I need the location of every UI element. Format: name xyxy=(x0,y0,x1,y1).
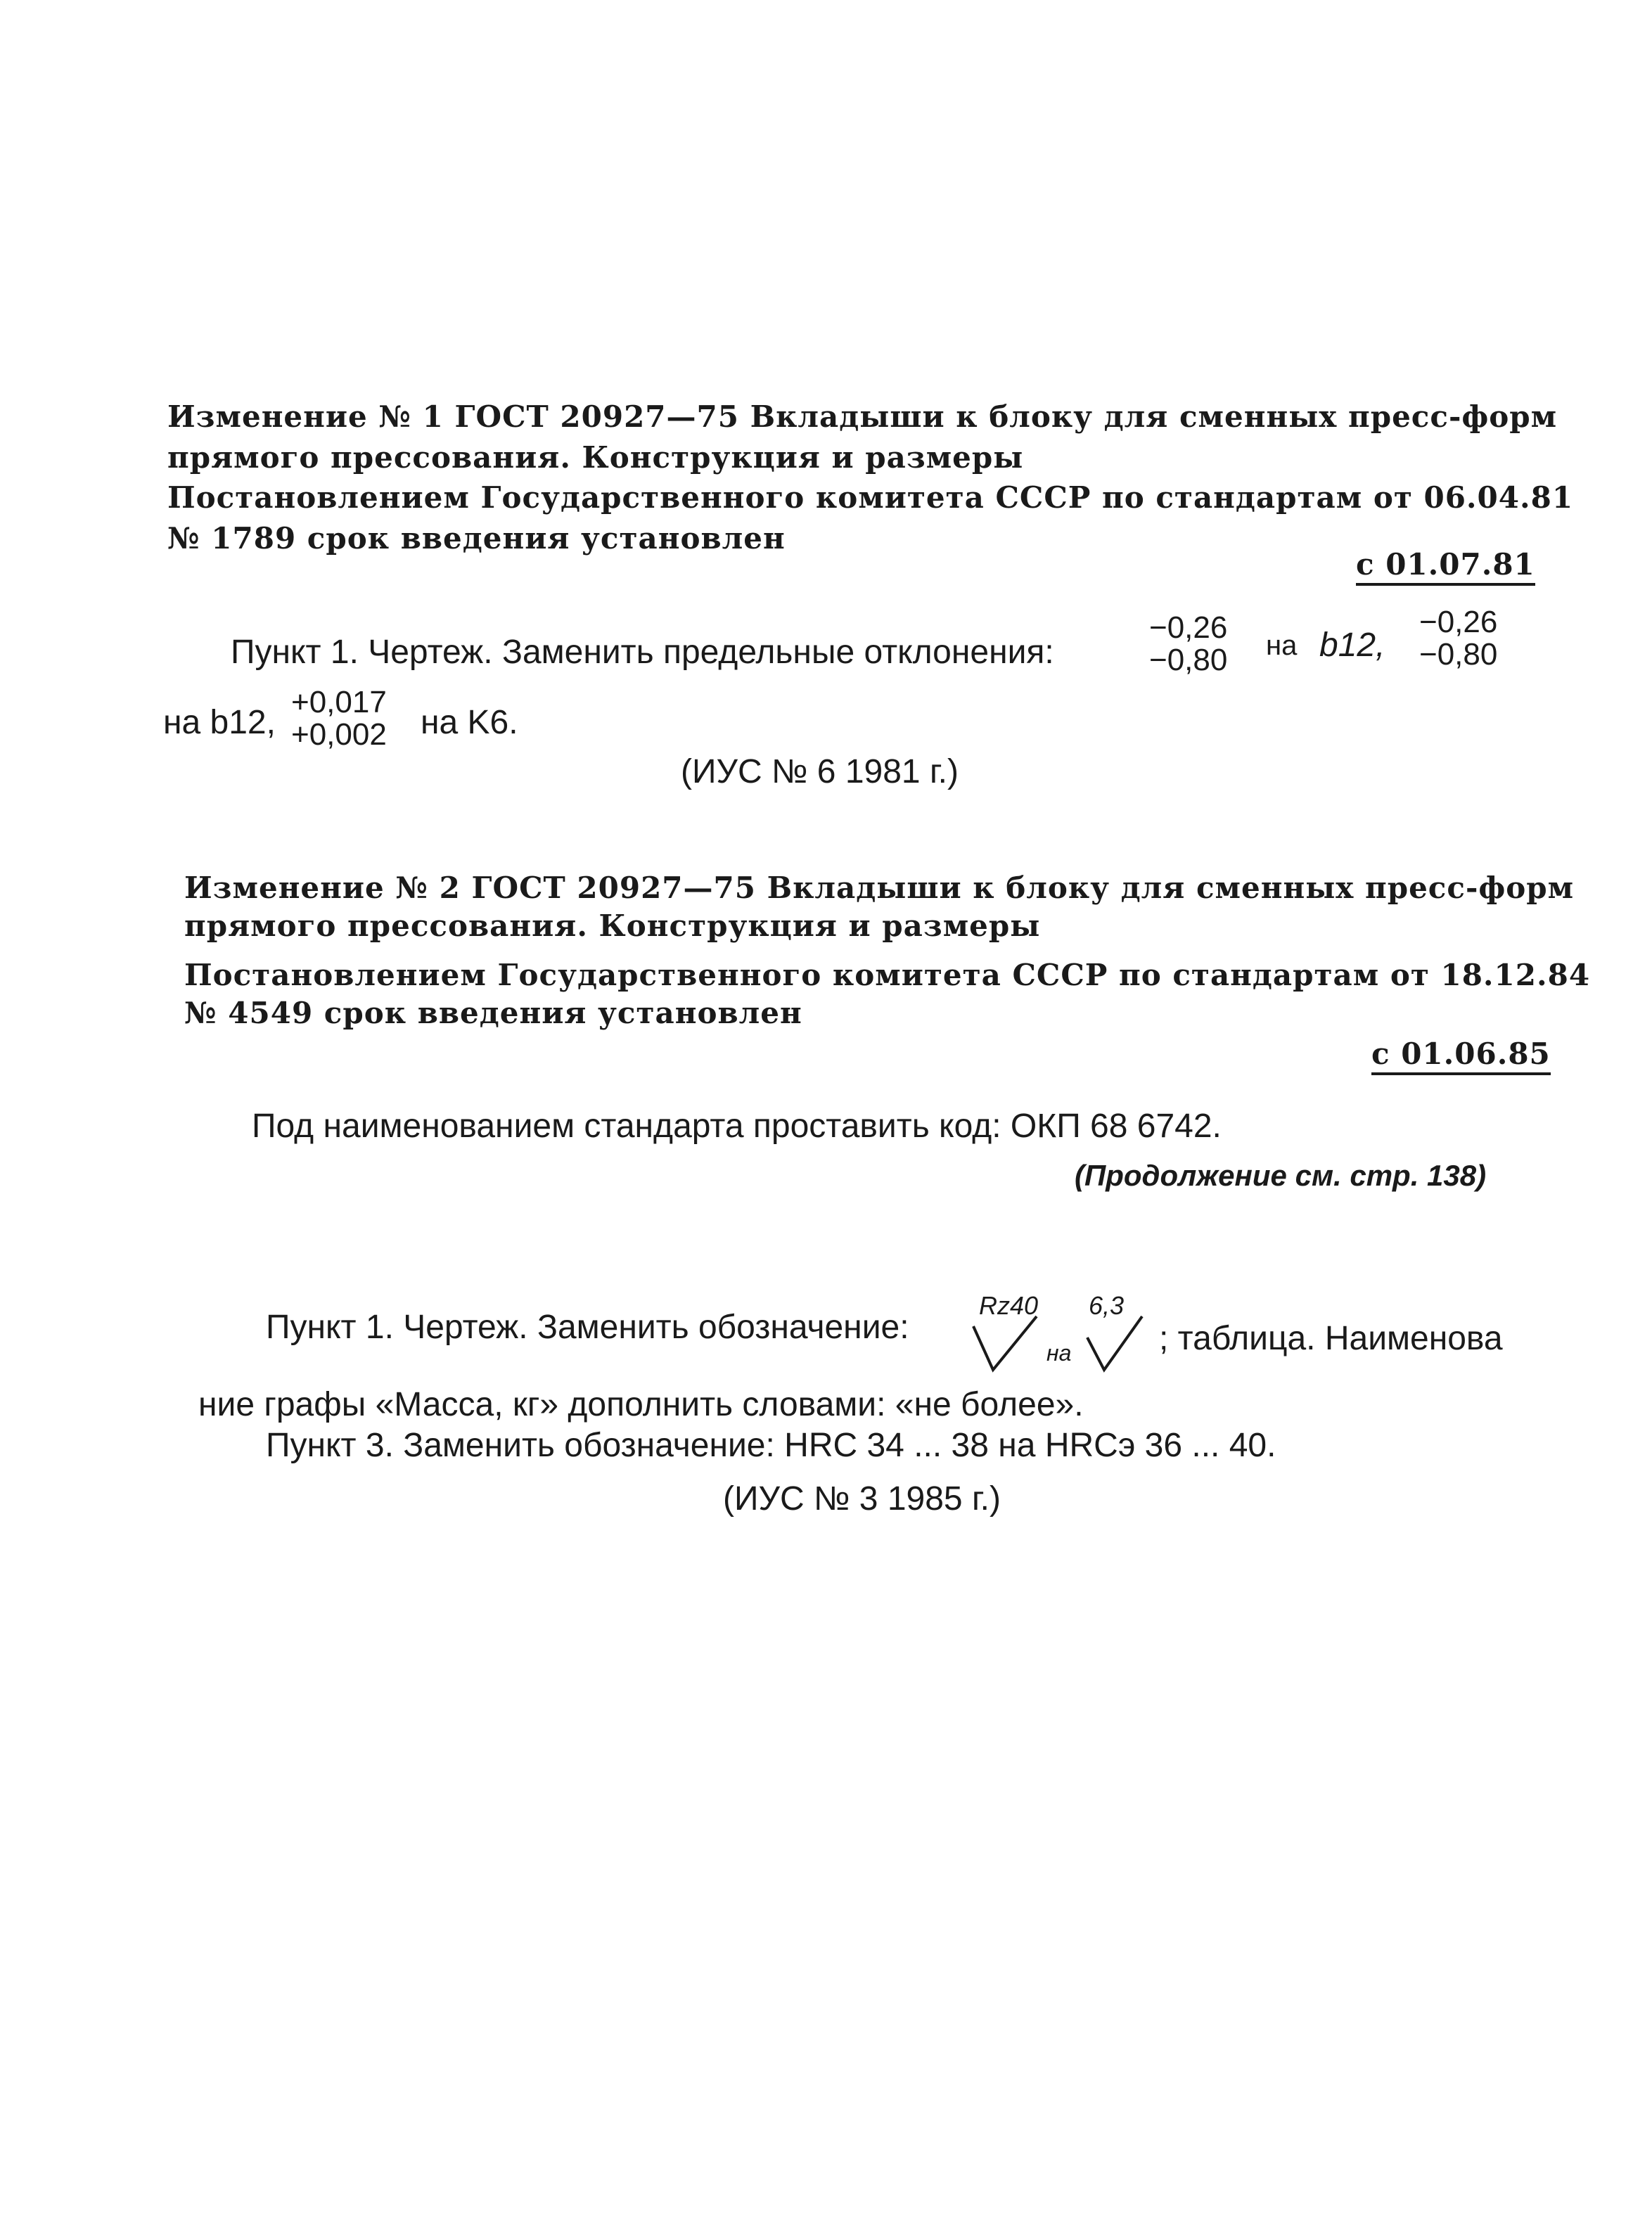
roughness-new-icon xyxy=(1083,1314,1153,1377)
amendment2-clause1-line2: ние графы «Масса, кг» дополнить словами: «не более». xyxy=(198,1386,1084,1423)
amendment2-title-line2: прямого прессования. Конструкция и размеры xyxy=(184,909,1041,943)
amendment1-decree-line2: № 1789 срок введения установлен xyxy=(167,521,786,556)
deviation-1-lower: −0,80 xyxy=(1149,643,1228,677)
amendment1-na-1: на xyxy=(1266,630,1298,661)
deviation-fraction-1 xyxy=(1149,612,1227,676)
amendment2-code-text: Под наименованием стандарта проставить код: ОКП 68 6742. xyxy=(252,1108,1222,1145)
roughness-old-icon xyxy=(969,1314,1054,1377)
amendment1-decree-line1: Постановлением Государственного комитета СССР по стандартам от 06.04.81 xyxy=(167,480,1574,515)
deviation-1-upper: −0,26 xyxy=(1149,610,1228,645)
deviation-3-upper: +0,017 xyxy=(291,685,387,719)
amendment2-decree-line2: № 4549 срок введения установлен xyxy=(184,996,802,1030)
amendment1-clause-text: Пункт 1. Чертеж. Заменить предельные отклонения: xyxy=(231,634,1054,671)
deviation-2-lower: −0,80 xyxy=(1419,637,1498,672)
roughness-na: на xyxy=(1046,1340,1072,1366)
amendment2-source: (ИУС № 3 1985 г.) xyxy=(723,1480,1001,1518)
deviation-2-upper: −0,26 xyxy=(1419,605,1498,639)
amendment1-title-line1: Изменение № 1 ГОСТ 20927—75 Вкладыши к блоку для сменных пресс-форм xyxy=(167,399,1558,434)
amendment2-clause1-tail: ; таблица. Наименова xyxy=(1159,1320,1503,1357)
amendment2-decree-line1: Постановлением Государственного комитета СССР по стандартам от 18.12.84 xyxy=(184,958,1591,992)
amendment1-line2-prefix: на b12, xyxy=(163,704,276,741)
roughness-old-value: Rz40 xyxy=(979,1291,1039,1320)
deviation-3-lower: +0,002 xyxy=(291,717,387,752)
amendment2-effective-date: с 01.06.85 xyxy=(1371,1037,1551,1075)
deviation-fraction-2 xyxy=(1419,606,1497,671)
amendment1-source: (ИУС № 6 1981 г.) xyxy=(681,753,959,790)
deviation-fraction-3 xyxy=(291,686,387,751)
amendment2-continuation: (Продолжение см. стр. 138) xyxy=(1075,1159,1487,1192)
amendment1-title-line2: прямого прессования. Конструкция и размеры xyxy=(167,440,1024,475)
amendment2-clause3-text: Пункт 3. Заменить обозначение: HRC 34 ... 38 на HRCэ 36 ... 40. xyxy=(266,1427,1276,1464)
roughness-new-value: 6,3 xyxy=(1089,1291,1125,1320)
amendment2-title-line1: Изменение № 2 ГОСТ 20927—75 Вкладыши к блоку для сменных пресс-форм xyxy=(184,871,1575,905)
amendment2-clause1-text: Пункт 1. Чертеж. Заменить обозначение: xyxy=(266,1309,909,1346)
amendment1-line2-suffix: на K6. xyxy=(421,704,518,741)
amendment1-effective-date: с 01.07.81 xyxy=(1356,547,1535,586)
amendment1-b12-1: b12, xyxy=(1319,627,1385,664)
